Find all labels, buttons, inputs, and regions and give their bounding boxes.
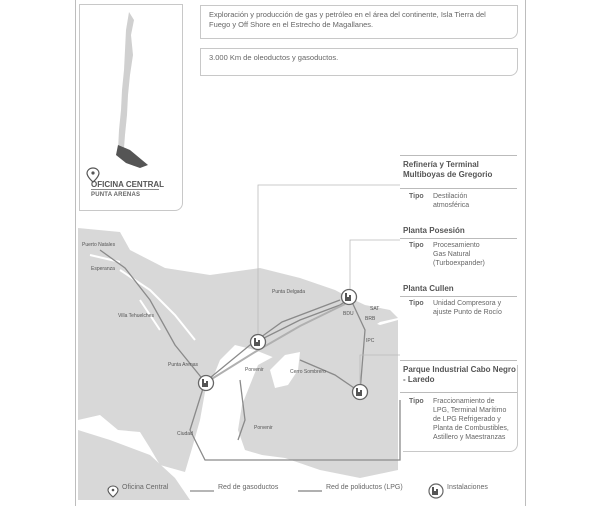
facility-panel-gregorio [403,160,517,220]
facility-panel-cullen [403,284,517,322]
panel-divider [400,188,517,189]
legend-installations: Instalaciones [447,484,488,491]
place-label: Esperanza [91,266,115,272]
panel-divider [400,360,517,361]
legend-office: Oficina Central [122,484,169,491]
pipelines-text: 3.000 Km de oleoductos y gasoductos. [209,53,339,62]
facility-panel-cabo-negro [403,365,518,452]
place-label: IPC [366,338,375,344]
panel-divider [400,155,517,156]
tipo-label: Tipo [409,300,424,307]
tipo-label: Tipo [409,193,424,200]
place-label: Cerro Sombrero [290,369,326,375]
place-label: Puerto Natales [82,242,116,248]
place-label: BRB [365,316,376,322]
place-label: Punta Arenas [168,362,199,368]
panel-divider [400,392,517,393]
panel-divider [400,296,517,297]
exploration-text: Exploración y producción de gas y petróleo en el área del continente, Isla Tierra del Fuego y Off Shore en el Estrecho de Magallanes. [209,10,486,29]
office-title: OFICINA CENTRAL [91,180,165,189]
panel-divider [400,238,517,239]
facility-title: Refinería y Terminal Multiboyas de Gregorio [403,160,493,179]
place-label: BDU [343,311,354,317]
place-label: Villa Tehuelches [118,313,154,319]
facility-title: Planta Posesión [403,226,465,235]
tipo-value: Destilación atmosférica [433,193,470,209]
office-divider [91,189,159,190]
place-label: Punta Delgada [272,289,306,295]
tipo-label: Tipo [409,242,424,249]
place-label: SAT [370,306,380,312]
facility-title: Parque Industrial Cabo Negro - Laredo [403,365,516,384]
facility-title: Planta Cullen [403,284,454,293]
tipo-label: Tipo [409,398,424,405]
legend-lpg: Red de poliductos (LPG) [326,484,403,491]
office-subtitle: PUNTA ARENAS [91,192,141,198]
legend-gas: Red de gasoductos [218,484,279,491]
place-label: Porvenir [245,367,264,373]
place-label: Porvenir [254,425,273,431]
tipo-value: Unidad Compresora y ajuste Punto de Rocío [433,300,502,316]
facility-panel-posesion [403,226,517,278]
tipo-value: Fraccionamiento de LPG, Terminal Marítimo de LPG Refrigerado y Planta de Combustibles, Astillero y Maestranzas [433,398,509,441]
place-label: Ciudad [177,431,193,437]
tipo-value: Procesamiento Gas Natural (Turboexpander) [433,242,485,267]
